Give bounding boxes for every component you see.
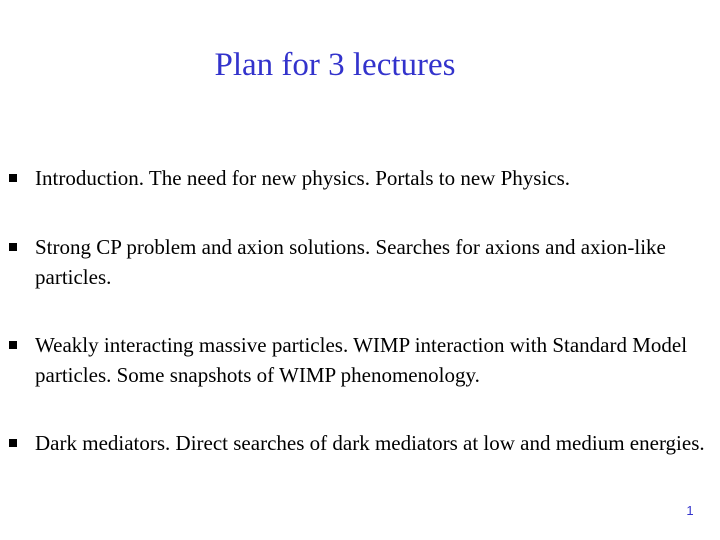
- square-bullet-icon: [9, 174, 17, 182]
- bullet-text: Strong CP problem and axion solutions. Searches for axions and axion-like particles.: [35, 235, 666, 289]
- page-number: 1: [686, 503, 694, 518]
- slide-title: Plan for 3 lectures: [214, 47, 456, 83]
- bullet-text: Dark mediators. Direct searches of dark mediators at low and medium energies.: [35, 431, 705, 455]
- bullet-text: Weakly interacting massive particles. WIMP interaction with Standard Model particles. Some snapshots of WIMP phenomenology.: [35, 333, 688, 387]
- square-bullet-icon: [9, 341, 17, 349]
- square-bullet-icon: [9, 439, 17, 447]
- square-bullet-icon: [9, 243, 17, 251]
- bullet-text: Introduction. The need for new physics. Portals to new Physics.: [35, 166, 571, 190]
